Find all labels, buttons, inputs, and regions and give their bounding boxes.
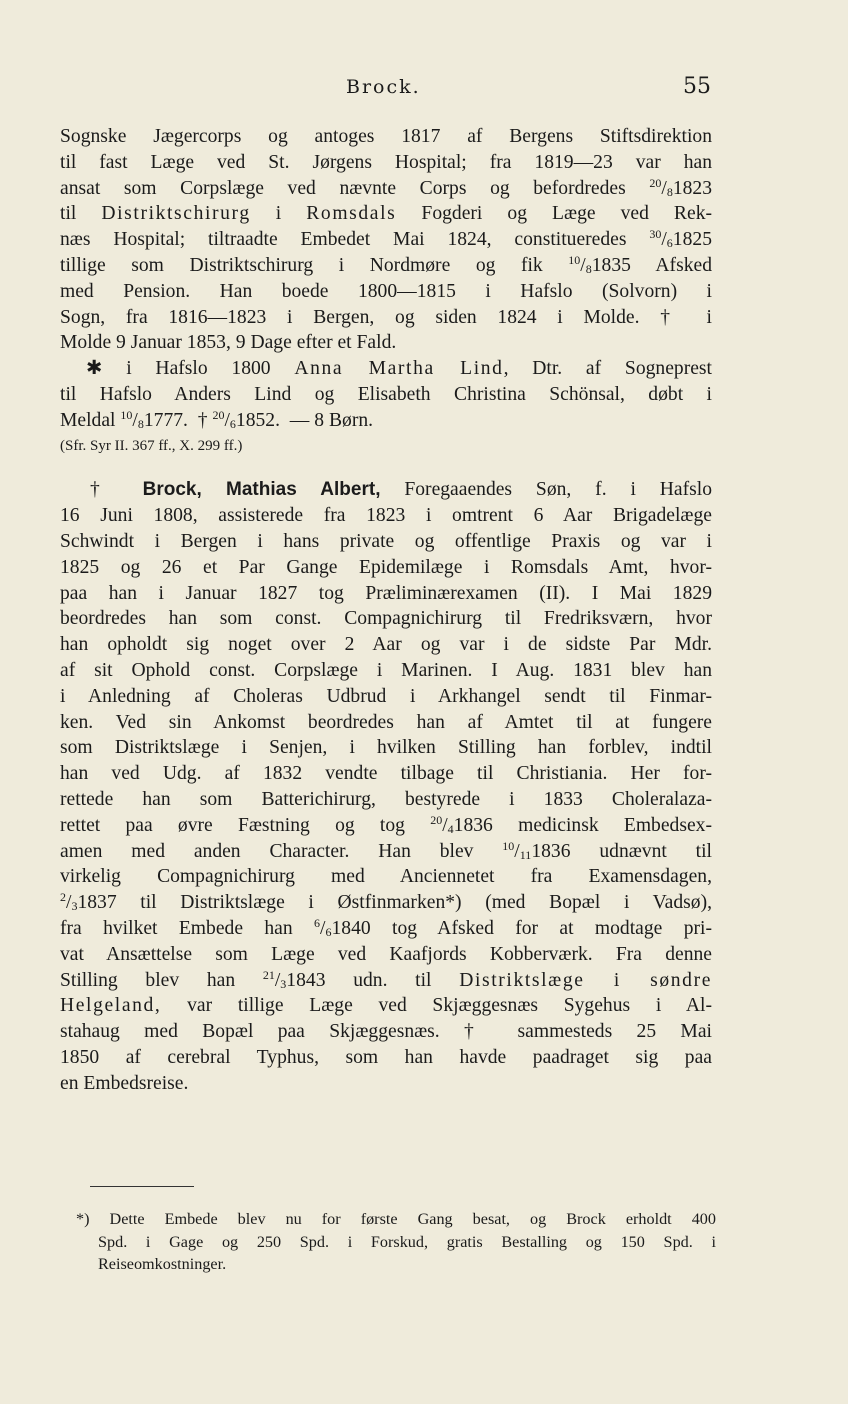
spouse-name: Anna Martha Lind bbox=[294, 358, 504, 380]
text-line: næs Hospital; tiltraadte Embedet Mai 1824, constitueredes $^{30}/_61825$ bbox=[60, 227, 712, 251]
text-line: Schwindt i Bergen i hans private og offentlige Praxis og var i bbox=[60, 530, 712, 552]
text-line: 1850 af cerebral Typhus, som han havde paadraget sig paa bbox=[60, 1046, 712, 1068]
text-line: fra hvilket Embede han $^6/_61840$ tog Afsked for at modtage pri- bbox=[60, 915, 712, 939]
page-body bbox=[60, 124, 712, 1096]
text-line: $^2/_31837$ til Distriktslæge i Østfinmarken*) (med Bopæl i Vadsø), bbox=[60, 890, 712, 914]
text-line: med Pension. Han boede 1800—1815 i Hafslo (Solvorn) i bbox=[60, 280, 712, 302]
marriage-star-icon: ✱ bbox=[86, 358, 103, 380]
text-line: Helgeland, var tillige Læge ved Skjæggesnæs Sygehus i Al- bbox=[60, 995, 713, 1017]
text-line: Molde 9 Januar 1853, 9 Dage efter et Fald. bbox=[60, 332, 397, 354]
text-line: rettet paa øvre Fæstning og tog $^{20}/_41836$ medicinsk Embedsex- bbox=[60, 812, 712, 836]
footnote bbox=[76, 1208, 716, 1276]
text-line: virkelig Compagnichirurg med Anciennetet fra Examensdagen, bbox=[60, 866, 712, 888]
text-line: paa han i Januar 1827 tog Præliminærexamen (II). I Mai 1829 bbox=[60, 582, 712, 604]
text-line: vat Ansættelse som Læge ved Kaafjords Kobberværk. Fra denne bbox=[60, 943, 712, 965]
footnote-line: Spd. i Gage og 250 Spd. i Forskud, gratis Bestalling og 150 Spd. i bbox=[98, 1232, 716, 1251]
text-line: Sogn, fra 1816—1823 i Bergen, og siden 1824 i Molde. † i bbox=[60, 306, 712, 328]
marriage-line: ✱ i Hafslo 1800 Anna Martha Lind, Dtr. af Sogneprest bbox=[86, 358, 712, 380]
text-line: en Embedsreise. bbox=[60, 1072, 189, 1094]
text-line: Sognske Jægercorps og antoges 1817 af Bergens Stiftsdirektion bbox=[60, 126, 712, 147]
text-line: Stilling blev han $^{21}/_31843$ udn. til Distriktslæge i søndre bbox=[60, 967, 712, 991]
running-head: Brock. bbox=[346, 76, 421, 98]
entry-gap bbox=[60, 459, 712, 477]
text-line: til fast Læge ved St. Jørgens Hospital; fra 1819—23 var han bbox=[60, 151, 712, 173]
text-line: af sit Ophold const. Corpslæge i Marinen. I Aug. 1831 blev han bbox=[60, 659, 712, 681]
text-line: han opholdt sig noget over 2 Aar og var i de sidste Par Mdr. bbox=[60, 634, 712, 656]
text-line: ken. Ved sin Ankomst beordredes han af Amtet til at fungere bbox=[60, 711, 712, 733]
entry-heading-line: † Brock, Mathias Albert, Foregaaendes Søn, f. i Hafslo bbox=[90, 479, 713, 501]
text-line: 1825 og 26 et Par Gange Epidemilæge i Romsdals Amt, hvor- bbox=[60, 556, 712, 578]
reference-line: (Sfr. Syr II. 367 ff., X. 299 ff.) bbox=[60, 437, 243, 454]
text-line: ansat som Corpslæge ved nævnte Corps og befordredes $^{20}/_81823$ bbox=[60, 175, 712, 199]
page-number: 55 bbox=[683, 74, 711, 99]
text-line: tillige som Distriktschirurg i Nordmøre og fik $^{10}/_81835$ Afsked bbox=[60, 252, 712, 276]
footnote-divider bbox=[90, 1186, 194, 1187]
text-line: rettede han som Batterichirurg, bestyrede i 1833 Choleralaza- bbox=[60, 788, 712, 810]
text-line: til Distriktschirurg i Romsdals Fogderi og Læge ved Rek- bbox=[60, 203, 713, 225]
text-line: 16 Juni 1808, assisterede fra 1823 i omtrent 6 Aar Brigadelæge bbox=[60, 505, 712, 527]
text-line: som Distriktslæge i Senjen, i hvilken Stilling han forblev, indtil bbox=[60, 737, 712, 759]
footnote-line: Reiseomkostninger. bbox=[98, 1255, 227, 1273]
entry-name: Brock, Mathias Albert, bbox=[142, 479, 381, 501]
text-line: i Anledning af Choleras Udbrud i Arkhangel sendt til Finmar- bbox=[60, 685, 712, 707]
text-line: stahaug med Bopæl paa Skjæggesnæs. † sammesteds 25 Mai bbox=[60, 1021, 712, 1043]
text-line: amen med anden Character. Han blev $^{10}/_{11}1836$ udnævnt til bbox=[60, 838, 713, 862]
text-line: Meldal $^{10}/_81777$. † $^{20}/_61852$. — 8 Børn. bbox=[60, 407, 374, 431]
text-line: han ved Udg. af 1832 vendte tilbage til Christiania. Her for- bbox=[60, 763, 712, 785]
text-line: beordredes han som const. Compagnichirurg til Fredriksværn, hvor bbox=[60, 608, 712, 630]
footnote-line: *) Dette Embede blev nu for første Gang besat, og Brock erholdt 400 bbox=[76, 1210, 716, 1228]
text-line: til Hafslo Anders Lind og Elisabeth Christina Schönsal, døbt i bbox=[60, 383, 712, 405]
